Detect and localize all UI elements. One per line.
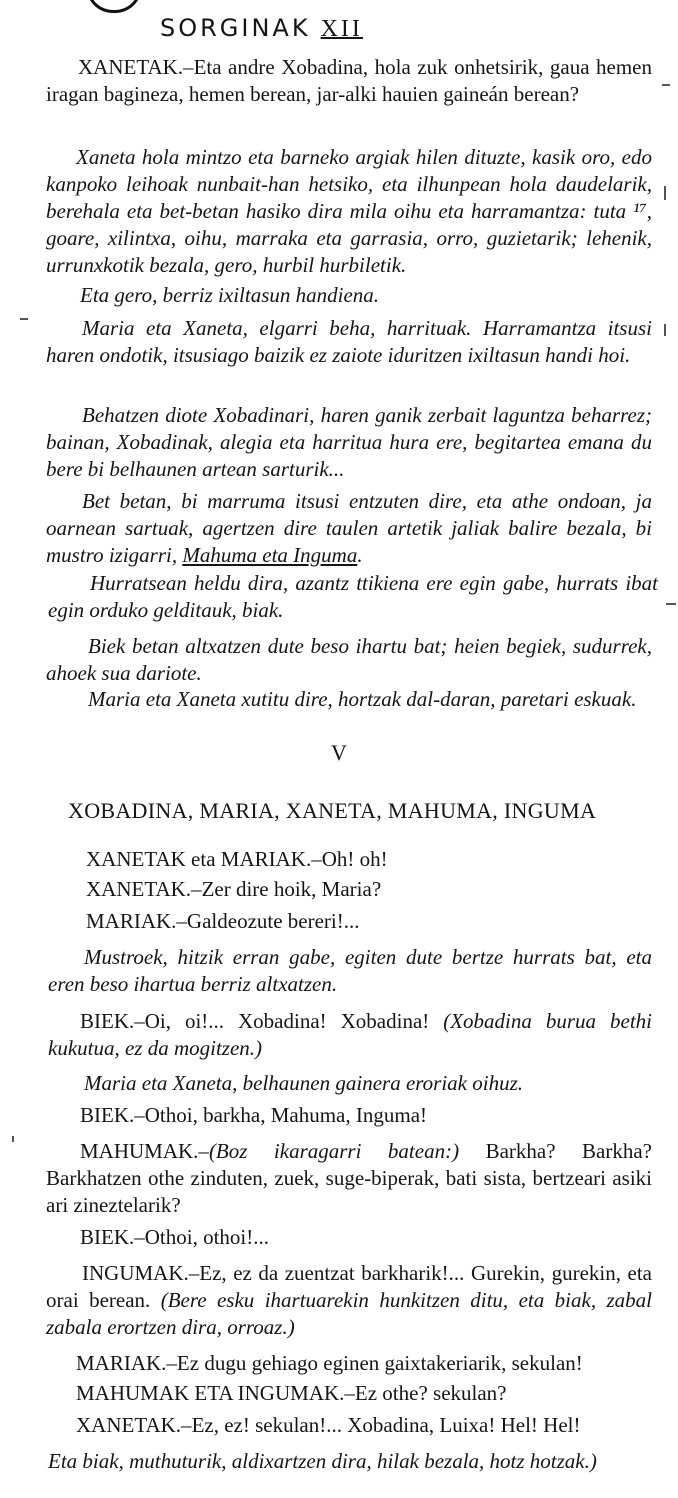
dialogue-text: Eta andre Xobadina, hola zuk onhetsirik, gaua hemen iragan bagineza, hemen berean, jar-alki hauien gaineán berean?: [46, 55, 652, 106]
dialogue-text: Zer dire hoik, Maria?: [201, 877, 382, 901]
speaker-name: BIEK.–: [80, 1225, 145, 1249]
speaker-name: MARIAK.–: [86, 909, 187, 933]
dialogue-paragraph: [48, 1008, 652, 1062]
scene-number: V: [331, 740, 347, 765]
dialogue-text: Ez, ez da zuentzat barkharik!... Gurekin, gurekin, eta orai berean.: [46, 1261, 652, 1312]
stage-direction: Eta biak, muthuturik, aldixartzen dira, hilak bezala, hotz hotzak.): [48, 1449, 597, 1473]
scene-cast-list: XOBADINA, MARIA, XANETA, MAHUMA, INGUMA: [68, 798, 597, 823]
stage-direction: Mustroek, hitzik erran gabe, egiten dute bertze hurrats bat, eta eren beso ihartua berriz altxatzen.: [48, 945, 652, 996]
scan-mark: [664, 186, 666, 200]
dialogue-paragraph: [46, 1260, 652, 1341]
speaker-name: MAHUMAK ETA INGUMAK.–: [76, 1381, 355, 1405]
inline-direction: (Boz ikaragarri batean:): [208, 1139, 460, 1163]
direction-text: Bet betan, bi marruma itsusi entzuten dire, eta athe ondoan, ja oarnean sartuak, agertzen dire taulen artetik jaliak balire bezala, bi mustro izigarri,: [46, 489, 652, 567]
speaker-name: BIEK.–: [80, 1103, 145, 1127]
speaker-name: INGUMAK.–: [82, 1261, 200, 1285]
stage-direction: Maria eta Xaneta xutitu dire, hortzak dal-daran, paretari eskuak.: [88, 687, 637, 711]
dialogue-text: Oh! oh!: [321, 847, 388, 871]
play-title: SORGINAK: [160, 14, 311, 42]
stage-direction: Behatzen diote Xobadinari, haren ganik zerbait laguntza beharrez; bainan, Xobadinak, alegia eta harritua hura ere, begitartea emana du bere bi belhaunen artean sarturik...: [46, 403, 652, 481]
dialogue-paragraph: [86, 876, 646, 903]
speaker-name: XANETAK.–: [78, 55, 194, 79]
underlined-names: Mahuma eta Inguma: [182, 543, 358, 567]
dialogue-paragraph: [86, 908, 646, 935]
inline-direction: (Bere esku ihartuarekin hunkitzen ditu, eta biak, zabal zabala erortzen dira, orroaz.): [46, 1288, 652, 1339]
stage-direction: Maria eta Xaneta, belhaunen gainera eroriak oihuz.: [84, 1071, 523, 1095]
dialogue-text: Ez dugu gehiago eginen gaixtakeriarik, sekulan!: [176, 1351, 583, 1375]
dialogue-paragraph: [80, 1224, 650, 1251]
dialogue-paragraph: [76, 1412, 656, 1439]
speaker-name: XANETAK.–: [86, 877, 202, 901]
dialogue-text: Ez, ez! sekulan!... Xobadina, Luixa! Hel! Hel!: [191, 1413, 581, 1437]
dialogue-text: Ez othe? sekulan?: [354, 1381, 507, 1405]
handwritten-scribble: [86, 0, 142, 13]
dialogue-paragraph: [76, 1380, 656, 1407]
dialogue-paragraph: [76, 1350, 656, 1377]
speaker-name: XANETAK.–: [76, 1413, 192, 1437]
dialogue-text: Othoi, othoi!...: [144, 1225, 269, 1249]
dialogue-text: Othoi, barkha, Mahuma, Inguma!: [144, 1103, 428, 1127]
stage-direction: Eta gero, berriz ixiltasun handiena.: [80, 283, 380, 307]
stage-direction: Xaneta hola mintzo eta barneko argiak hilen dituzte, kasik oro, edo kanpoko leihoak nunbait-han hetsiko, eta ilhunpean hola daudelarik, berehala eta bet-betan hasiko dira mila oihu eta harramantza: tuta ¹⁷, goare, xilintxa, oihu, marraka eta garrasia, orro, guzietarik; lehenik, urrunxkotik bezala, gero, hurbil hurbiletik.: [46, 145, 652, 277]
stage-direction: [46, 488, 652, 569]
dialogue-paragraph: [80, 1102, 650, 1129]
page-header: [160, 14, 363, 43]
dialogue-text: Galdeozute bereri!...: [186, 909, 360, 933]
stage-direction: Biek betan altxatzen dute beso ihartu bat; heien begiek, sudurrek, ahoek sua dariote.: [46, 634, 652, 685]
speaker-name: MAHUMAK.–: [80, 1139, 209, 1163]
scan-mark: [12, 1136, 14, 1142]
chapter-number: XII: [320, 16, 363, 42]
stage-direction: Hurratsean heldu dira, azantz ttikiena ere egin gabe, hurrats ibat egin orduko gelditauk, biak.: [48, 571, 658, 622]
dialogue-paragraph: [86, 846, 646, 873]
scan-mark: [662, 84, 670, 86]
speaker-name: BIEK.–: [80, 1009, 145, 1033]
dialogue-text: Barkha? Barkha? Barkhatzen othe zinduten, zuek, suge-biperak, bati sista, bertzeari asiki ari zineztelarik?: [46, 1139, 652, 1217]
inline-direction: (Xobadina burua bethi kukutua, ez da mogitzen.): [48, 1009, 652, 1060]
scan-mark: [20, 318, 28, 320]
direction-text-end: .: [357, 543, 363, 567]
speaker-name: XANETAK eta MARIAK.–: [86, 847, 322, 871]
scan-mark: [666, 603, 676, 605]
speaker-name: MARIAK.–: [76, 1351, 177, 1375]
dialogue-paragraph: [46, 1138, 652, 1219]
dialogue-paragraph: [46, 54, 652, 108]
dialogue-text: Oi, oi!... Xobadina! Xobadina!: [144, 1009, 444, 1033]
scan-mark: [664, 324, 666, 336]
stage-direction: Maria eta Xaneta, elgarri beha, harrituak. Harramantza itsusi haren ondotik, itsusiago baizik ez zaiote iduritzen ixiltasun handi hoi.: [46, 316, 652, 367]
